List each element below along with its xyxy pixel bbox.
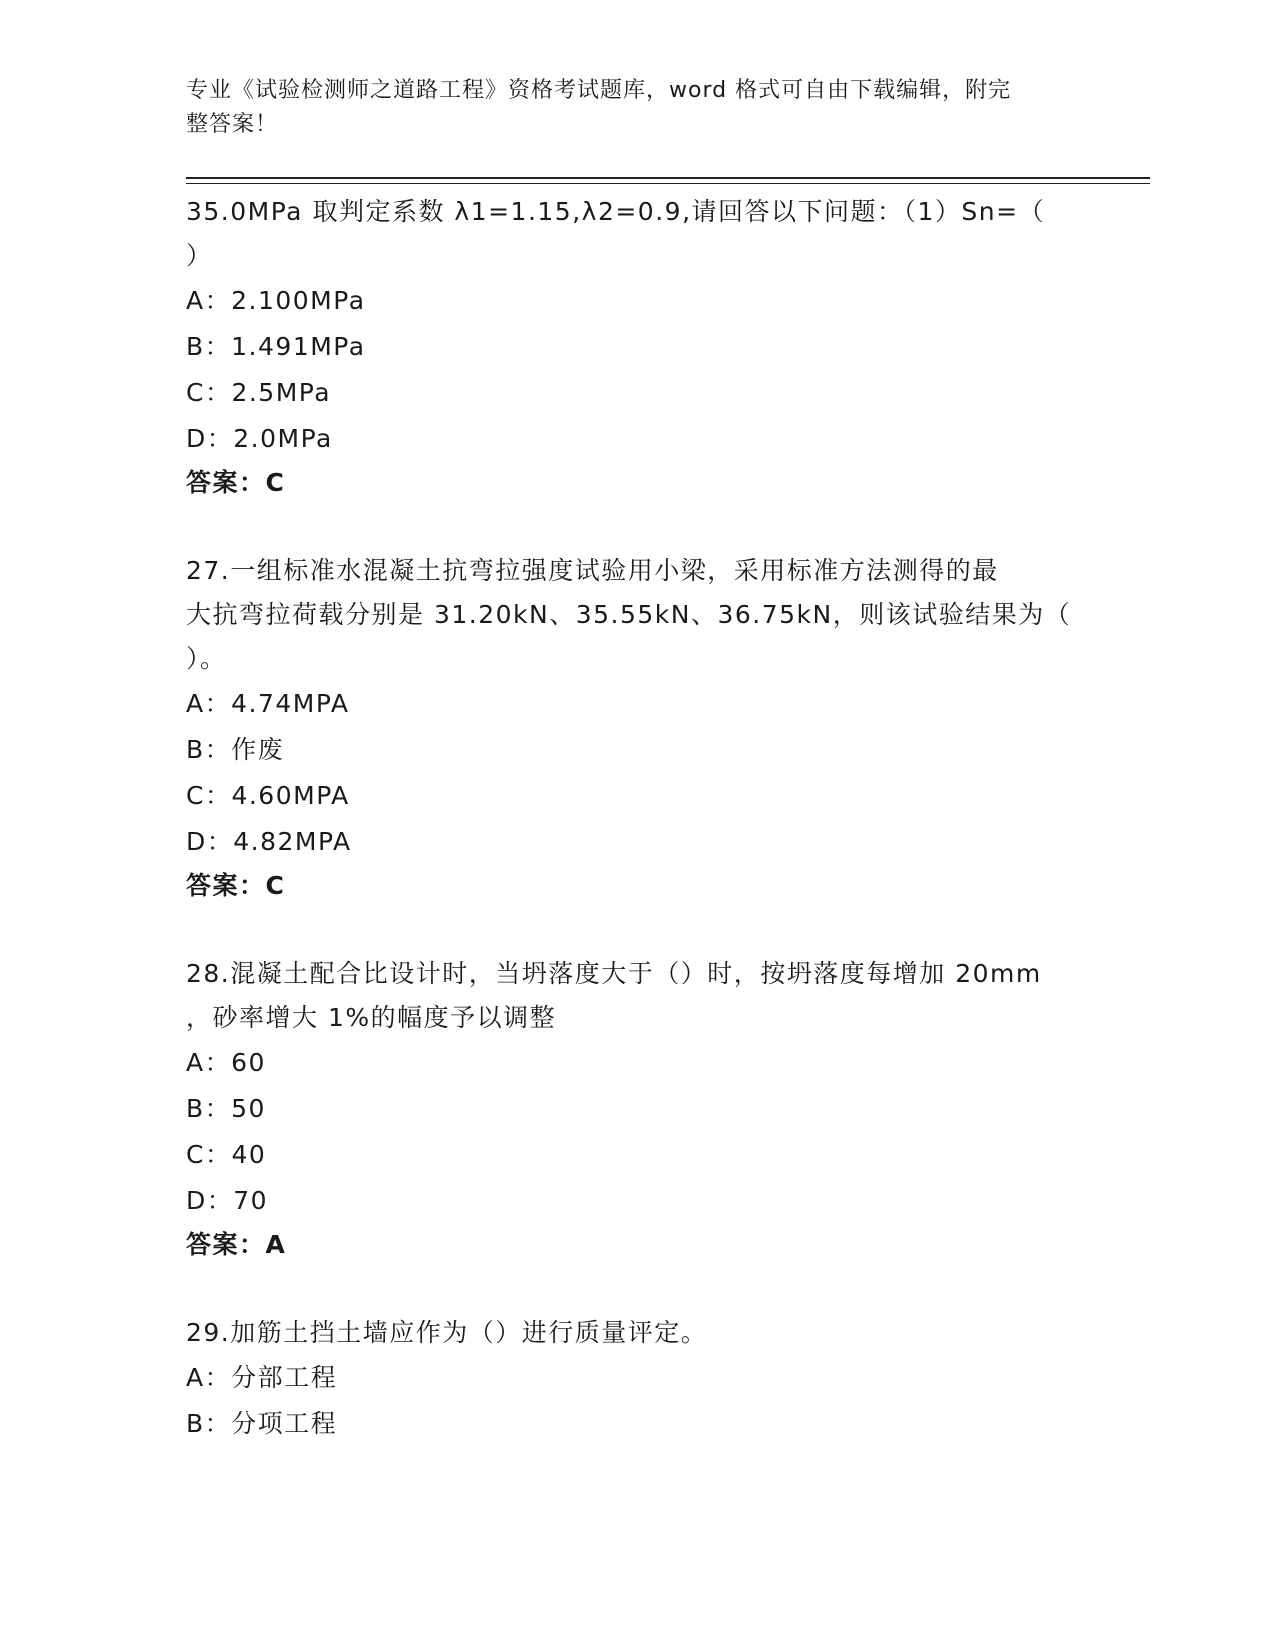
question-text-line: ） [186, 241, 213, 270]
header-divider-thick [186, 177, 1150, 179]
option-d: D：70 [186, 1186, 269, 1215]
option-a: A：4.74MPA [186, 689, 350, 718]
question-block [186, 549, 1086, 907]
option-a: A：2.100MPa [186, 286, 366, 315]
option-b: B：1.491MPa [186, 332, 366, 361]
question-text-line: 35.0MPa 取判定系数 λ1=1.15,λ2=0.9,请回答以下问题：（1）Sn=（ [186, 197, 1046, 226]
question-text-line: 大抗弯拉荷载分别是 31.20kN、35.55kN、36.75kN，则该试验结果为（ [186, 600, 1072, 629]
option-a: A：分部工程 [186, 1363, 338, 1392]
question-text-line: 27.一组标准水混凝土抗弯拉强度试验用小梁，采用标准方法测得的最 [186, 556, 999, 585]
option-c: C：4.60MPA [186, 781, 350, 810]
question-text-line: 29.加筋土挡土墙应作为（）进行质量评定。 [186, 1318, 708, 1347]
option-b: B：分项工程 [186, 1409, 338, 1438]
question-block [186, 190, 1086, 504]
option-a: A：60 [186, 1048, 266, 1077]
question-list [186, 190, 1086, 1492]
option-d: D：4.82MPA [186, 827, 352, 856]
option-d: D：2.0MPa [186, 424, 333, 453]
question-text-line: ，砂率增大 1%的幅度予以调整 [186, 1003, 557, 1032]
header-line-1: 专业《试验检测师之道路工程》资格考试题库，word 格式可自由下载编辑，附完 [186, 78, 1012, 103]
option-b: B：50 [186, 1094, 266, 1123]
option-c: C：2.5MPa [186, 378, 332, 407]
option-c: C：40 [186, 1140, 267, 1169]
question-block [186, 1311, 1086, 1447]
header-line-2: 整答案！ [186, 112, 279, 137]
option-b: B：作废 [186, 735, 285, 764]
answer-line: 答案：A [186, 1230, 287, 1259]
header-divider-thin [186, 183, 1150, 184]
question-text-line: ）。 [186, 644, 227, 673]
document-header [186, 74, 1066, 142]
question-block [186, 952, 1086, 1266]
question-text-line: 28.混凝土配合比设计时，当坍落度大于（）时，按坍落度每增加 20mm [186, 959, 1042, 988]
answer-line: 答案：C [186, 468, 286, 497]
answer-line: 答案：C [186, 871, 286, 900]
